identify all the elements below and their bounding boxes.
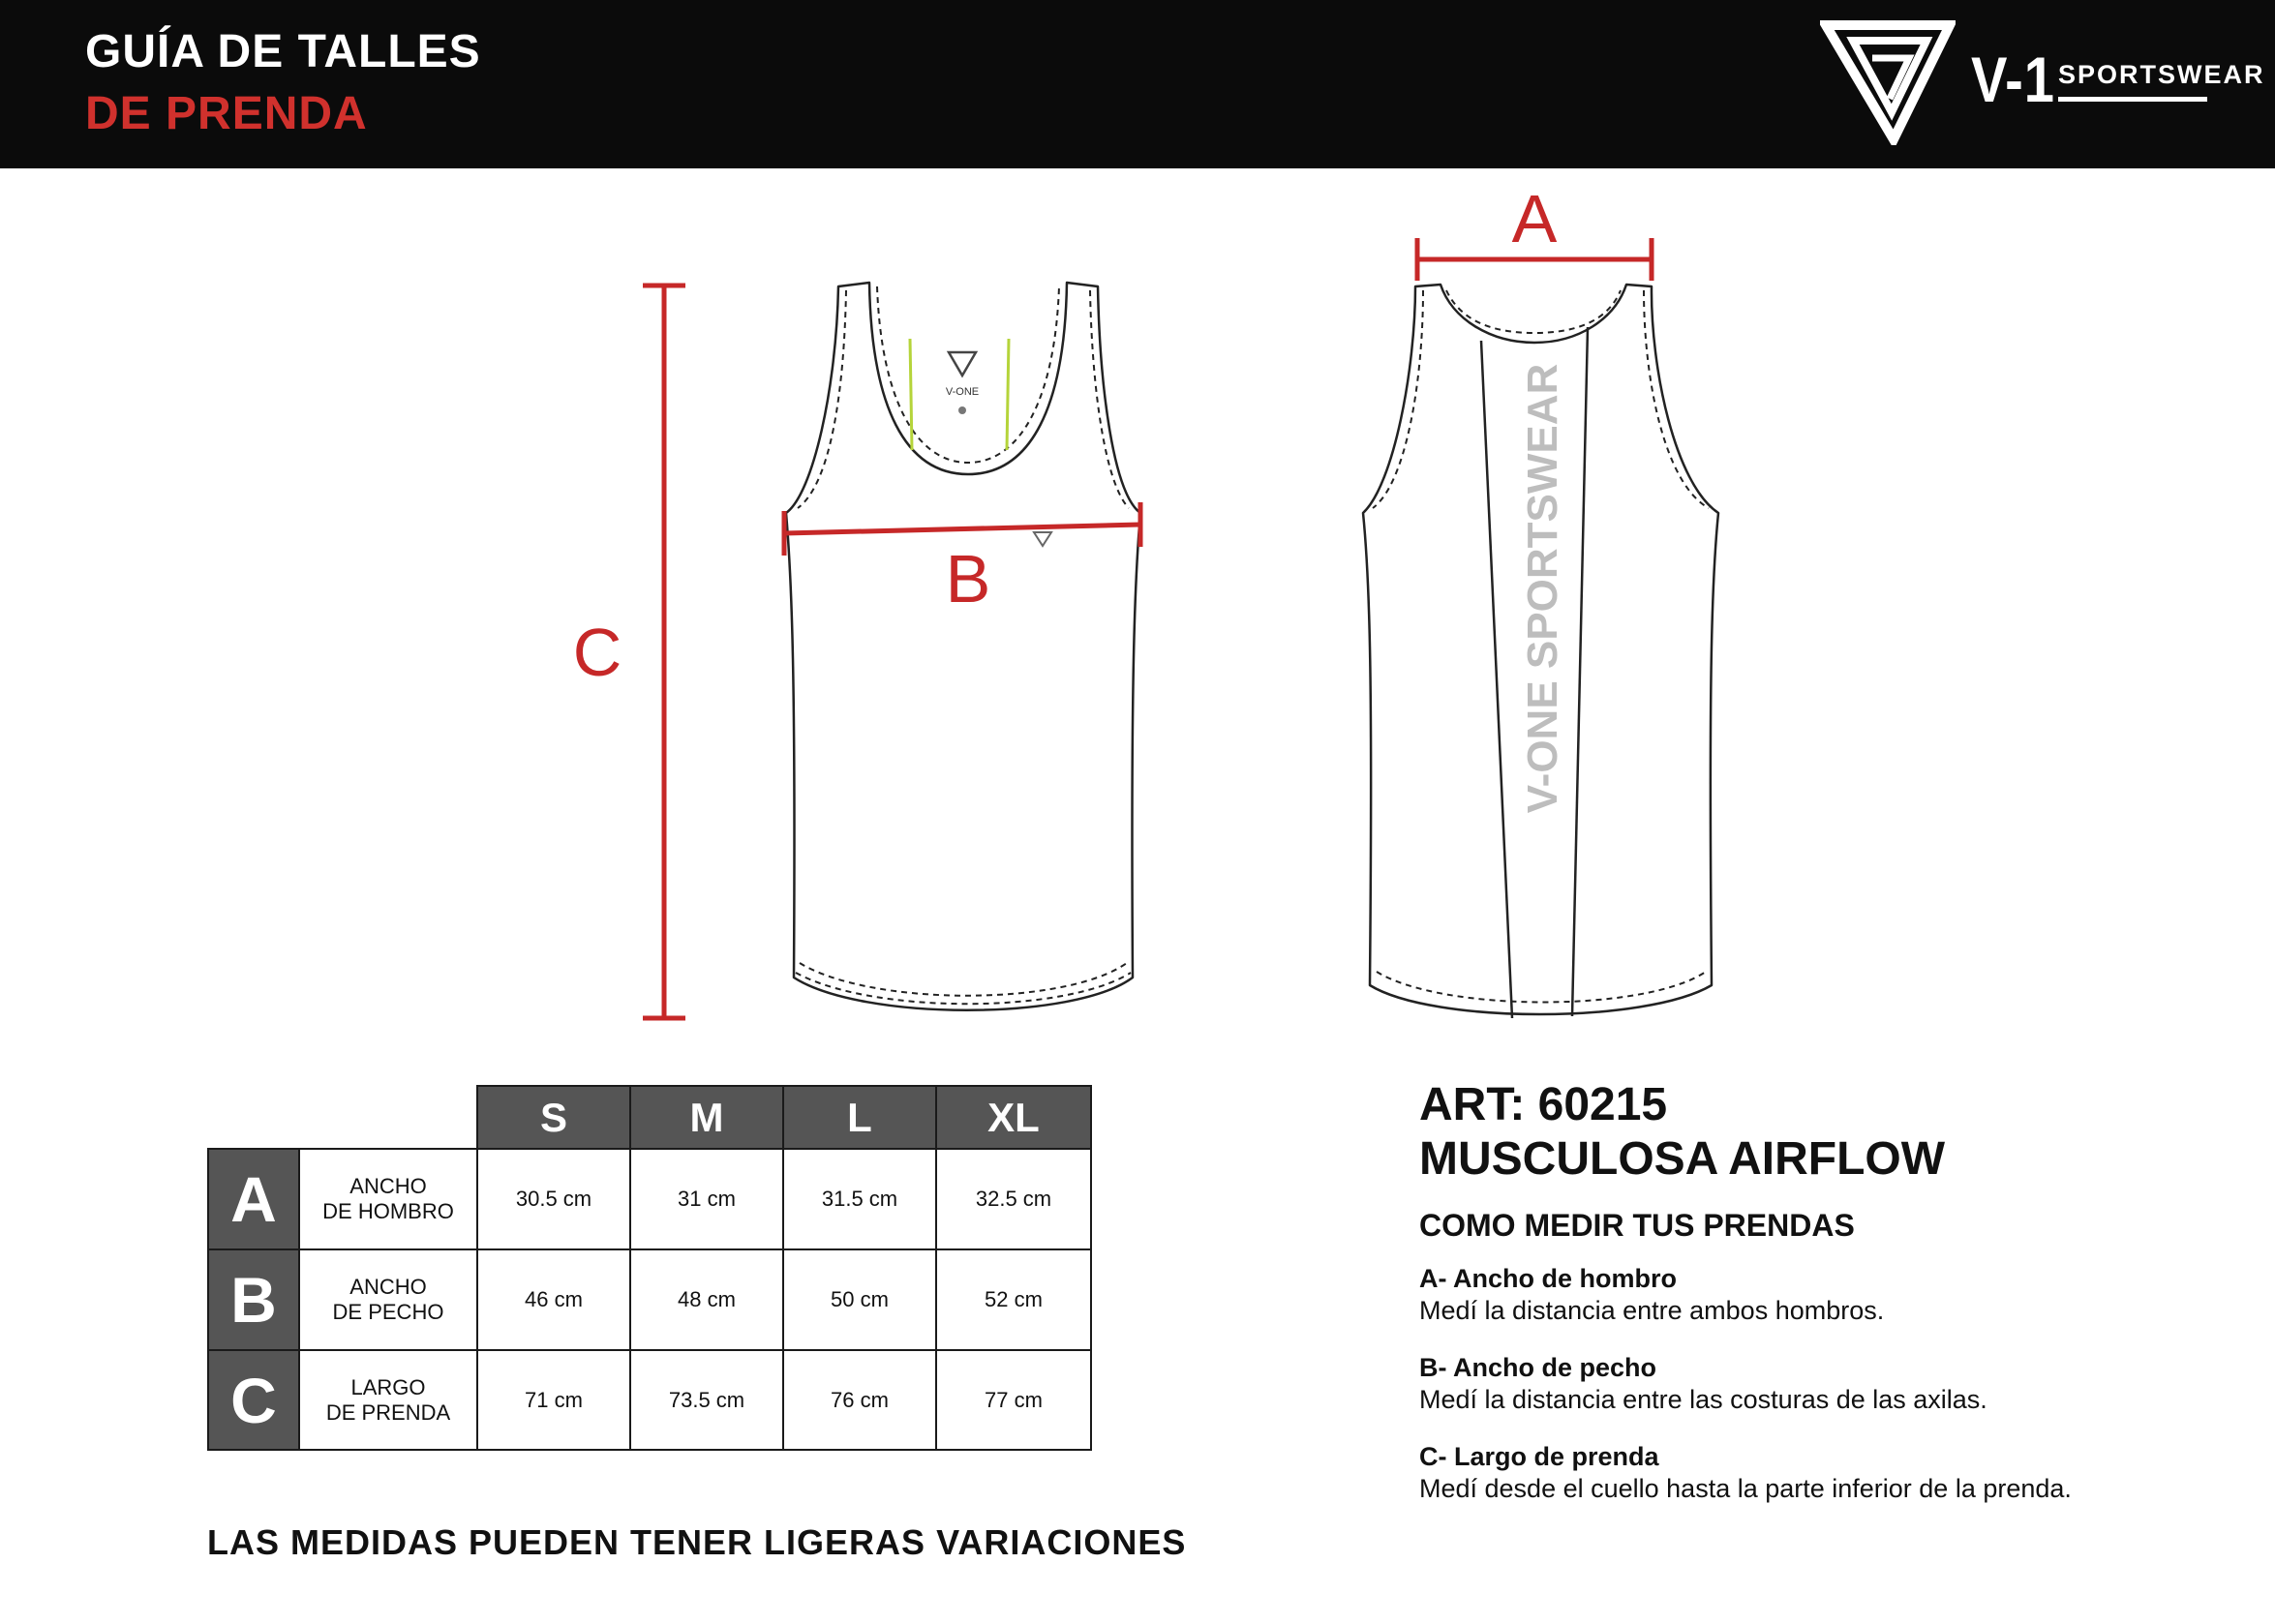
row-label-line: ANCHO <box>349 1174 427 1198</box>
page-subtitle: DE PRENDA <box>85 88 368 139</box>
table-cell: 30.5 cm <box>476 1148 631 1250</box>
how-to-measure-title: COMO MEDIR TUS PRENDAS <box>1419 1208 1855 1243</box>
back-print-text: V-ONE SPORTSWEAR <box>1519 363 1566 814</box>
brand-underline <box>2058 97 2207 102</box>
table-cell: 50 cm <box>782 1248 937 1351</box>
size-header-xl: XL <box>935 1085 1092 1150</box>
table-cell: 31.5 cm <box>782 1148 937 1250</box>
size-header-m: M <box>629 1085 784 1150</box>
brand-tagline: SPORTSWEAR <box>2058 60 2265 89</box>
row-label-line: DE PECHO <box>332 1300 444 1324</box>
v1-logo-icon <box>1820 19 1956 145</box>
row-label-shoulder <box>298 1148 478 1250</box>
front-logo-icon <box>949 352 976 376</box>
front-logo-dot <box>958 406 966 414</box>
size-table <box>207 1085 1092 1451</box>
table-cell: 31 cm <box>629 1148 784 1250</box>
row-label-line: DE PRENDA <box>325 1399 451 1425</box>
row-label-chest <box>298 1248 478 1351</box>
brand-name: V-1 <box>1971 44 2055 115</box>
measure-b-title: B- Ancho de pecho <box>1419 1353 1657 1382</box>
row-letter-b: B <box>207 1248 300 1351</box>
measure-c-label: C <box>572 615 622 690</box>
measure-a-desc: Medí la distancia entre ambos hombros. <box>1419 1296 1885 1325</box>
table-cell: 71 cm <box>476 1349 631 1451</box>
row-label-line: ANCHO <box>349 1275 427 1299</box>
article-number: ART: 60215 <box>1419 1079 1668 1130</box>
table-cell: 73.5 cm <box>629 1349 784 1451</box>
table-cell: 48 cm <box>629 1248 784 1351</box>
measure-a-label: A <box>1511 181 1558 256</box>
size-header-s: S <box>476 1085 631 1150</box>
row-letter-a: A <box>207 1148 300 1250</box>
table-cell: 32.5 cm <box>935 1148 1092 1250</box>
front-logo-text: V-ONE <box>945 386 980 398</box>
row-label-line: DE HOMBRO <box>322 1199 454 1223</box>
row-letter-c: C <box>207 1349 300 1451</box>
measure-c-line <box>643 286 685 1018</box>
garment-illustration <box>0 174 2275 1045</box>
measure-c-desc: Medí desde el cuello hasta la parte inferior de la prenda. <box>1419 1474 2072 1503</box>
product-name: MUSCULOSA AIRFLOW <box>1419 1133 1946 1185</box>
measure-b-desc: Medí la distancia entre las costuras de las axilas. <box>1419 1385 1987 1414</box>
measure-a-title: A- Ancho de hombro <box>1419 1264 1677 1293</box>
size-header-l: L <box>782 1085 937 1150</box>
row-label-length <box>298 1349 478 1451</box>
table-cell: 46 cm <box>476 1248 631 1351</box>
measure-c-title: C- Largo de prenda <box>1419 1442 1659 1471</box>
page-title: GUÍA DE TALLES <box>85 26 481 77</box>
table-cell: 52 cm <box>935 1248 1092 1351</box>
header-bar <box>0 0 2275 168</box>
disclaimer-text: LAS MEDIDAS PUEDEN TENER LIGERAS VARIACIONES <box>207 1522 1187 1562</box>
row-label-line: LARGO <box>350 1374 426 1399</box>
table-cell: 76 cm <box>782 1349 937 1451</box>
measure-b-label: B <box>945 541 991 617</box>
table-cell: 77 cm <box>935 1349 1092 1451</box>
